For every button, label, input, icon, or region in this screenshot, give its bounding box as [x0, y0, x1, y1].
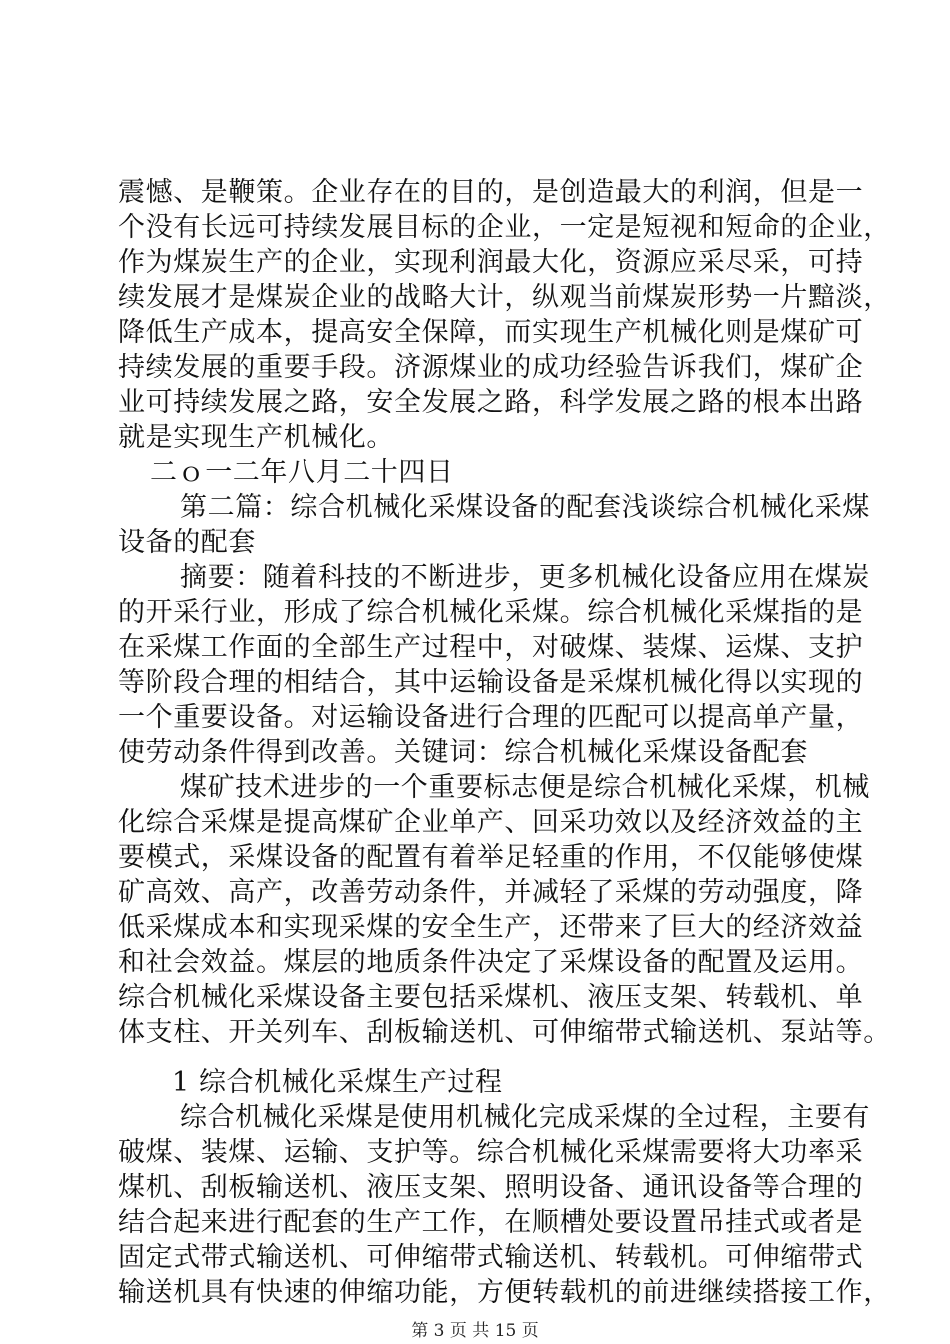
text-line: 破煤、装煤、运输、支护等。综合机械化采煤需要将大功率采: [118, 1137, 864, 1168]
section-heading: 第二篇：综合机械化采煤设备的配套浅谈综合机械化采煤: [180, 492, 870, 523]
text-line: 低采煤成本和实现采煤的安全生产，还带来了巨大的经济效益: [118, 912, 864, 943]
keywords-line: 使劳动条件得到改善。关键词：综合机械化采煤设备配套: [118, 737, 808, 768]
abstract-start: 摘要：随着科技的不断进步，更多机械化设备应用在煤炭: [180, 562, 870, 593]
date-line: 二ｏ一二年八月二十四日: [150, 457, 454, 488]
text-line: 化综合采煤是提高煤矿企业单产、回采功效以及经济效益的主: [118, 807, 864, 838]
text-line: 等阶段合理的相结合，其中运输设备是采煤机械化得以实现的: [118, 667, 864, 698]
text-line: 要模式，采煤设备的配置有着举足轻重的作用，不仅能够使煤: [118, 842, 864, 873]
subsection-heading: 1 综合机械化采煤生产过程: [172, 1067, 503, 1098]
text-line: 矿高效、高产，改善劳动条件，并减轻了采煤的劳动强度，降: [118, 877, 864, 908]
text-line: 煤机、刮板输送机、液压支架、照明设备、通讯设备等合理的: [118, 1172, 864, 1203]
text-line: 就是实现生产机械化。: [118, 422, 394, 453]
text-line: 综合机械化采煤设备主要包括采煤机、液压支架、转载机、单: [118, 982, 864, 1013]
text-line: 降低生产成本，提高安全保障，而实现生产机械化则是煤矿可: [118, 317, 864, 348]
text-line: 震憾、是鞭策。企业存在的目的，是创造最大的利润，但是一: [118, 177, 864, 208]
text-line: 业可持续发展之路，安全发展之路，科学发展之路的根本出路: [118, 387, 864, 418]
text-line: 和社会效益。煤层的地质条件决定了采煤设备的配置及运用。: [118, 947, 864, 978]
text-line: 一个重要设备。对运输设备进行合理的匹配可以提高单产量，: [118, 702, 864, 733]
text-line: 输送机具有快速的伸缩功能，方便转载机的前进继续搭接工作，: [118, 1277, 891, 1308]
text-line: 个没有长远可持续发展目标的企业，一定是短视和短命的企业，: [118, 212, 891, 243]
paragraph-start: 煤矿技术进步的一个重要标志便是综合机械化采煤，机械: [180, 772, 870, 803]
text-line: 结合起来进行配套的生产工作，在顺槽处要设置吊挂式或者是: [118, 1207, 864, 1238]
text-line: 在采煤工作面的全部生产过程中，对破煤、装煤、运煤、支护: [118, 632, 864, 663]
paragraph-start: 综合机械化采煤是使用机械化完成采煤的全过程，主要有: [180, 1102, 870, 1133]
text-line: 续发展才是煤炭企业的战略大计，纵观当前煤炭形势一片黯淡，: [118, 282, 891, 313]
page-number-footer: 第 3 页 共 15 页: [411, 1321, 539, 1341]
text-line: 固定式带式输送机、可伸缩带式输送机、转载机。可伸缩带式: [118, 1242, 864, 1273]
text-line: 持续发展的重要手段。济源煤业的成功经验告诉我们，煤矿企: [118, 352, 864, 383]
text-line: 体支柱、开关列车、刮板输送机、可伸缩带式输送机、泵站等。: [118, 1017, 891, 1048]
section-heading-continued: 设备的配套: [118, 527, 256, 558]
text-line: 作为煤炭生产的企业，实现利润最大化，资源应采尽采，可持: [118, 247, 864, 278]
text-line: 的开采行业，形成了综合机械化采煤。综合机械化采煤指的是: [118, 597, 864, 628]
